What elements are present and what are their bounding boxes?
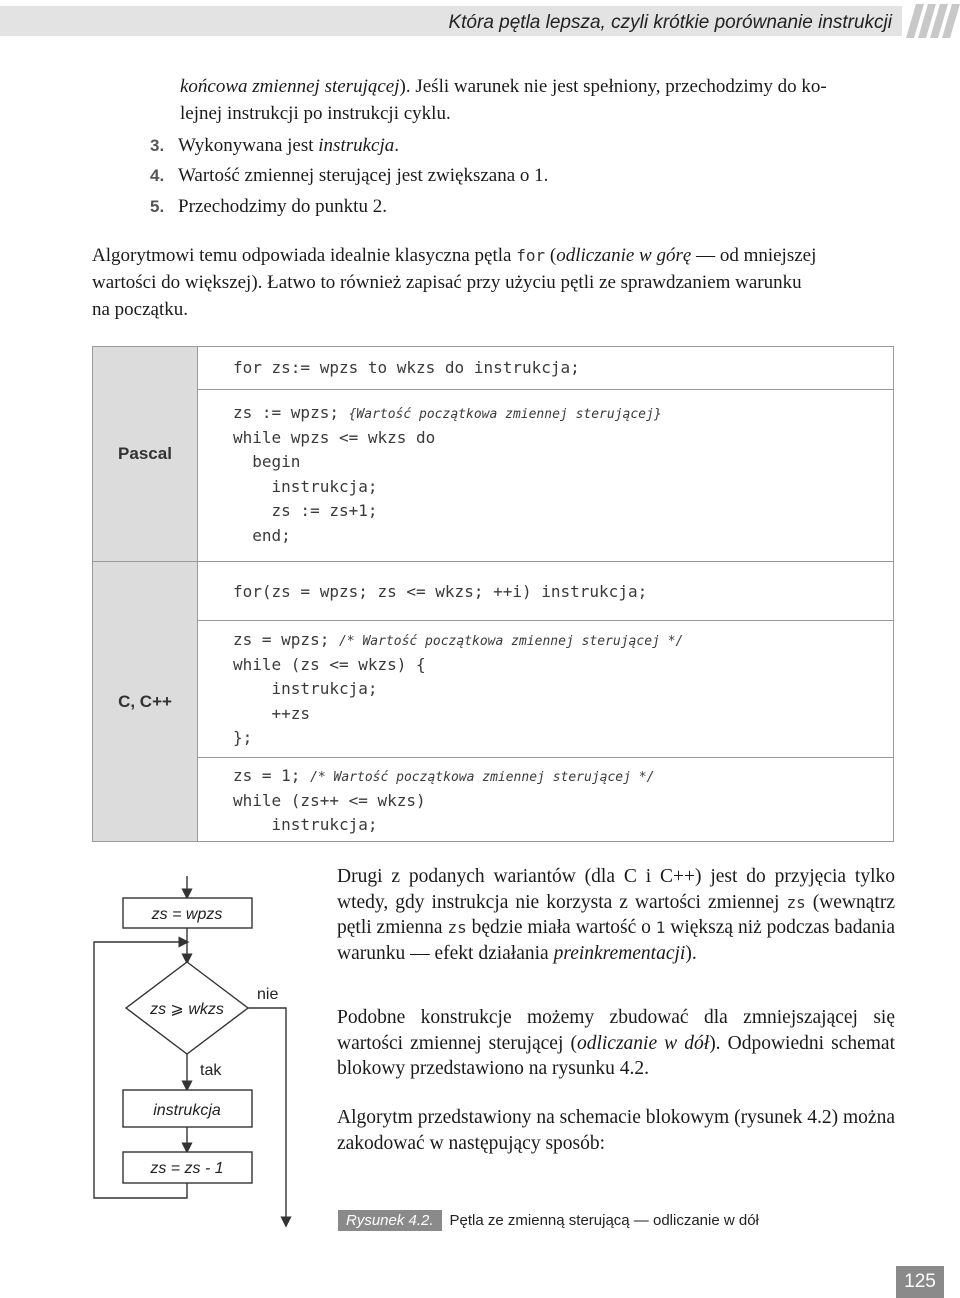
flow-no-branch [248, 1008, 286, 1222]
code-line: zs := zs+1; [233, 501, 378, 520]
algorithm-paragraph [92, 242, 898, 323]
list-text-italic: instrukcja [318, 135, 395, 156]
caption-label: Rysunek 4.2. [338, 1210, 442, 1231]
list-number: 5. [150, 197, 165, 216]
flow-no-label: nie [257, 986, 279, 1003]
page-number: 125 [896, 1266, 944, 1298]
flowchart [90, 870, 310, 1240]
code-line: }; [233, 728, 253, 747]
algo-line3: na początku. [92, 299, 189, 320]
intro-italic: końcowa zmiennej sterującej [180, 76, 400, 97]
algo-text: ( [545, 245, 557, 266]
intro-paragraph [180, 73, 900, 127]
intro-line2: lejnej instrukcji po instrukcji cyklu. [180, 103, 451, 124]
inline-code: 1 [655, 918, 666, 937]
code-comment: /* Wartość początkowa zmiennej sterującej */ [310, 770, 655, 785]
code-line: zs = wpzs; /* Wartość początkowa zmiennej sterującej */ [233, 630, 684, 649]
caption-text: Pętla ze zmienną sterującą — odliczanie w dół [449, 1211, 759, 1229]
inline-code: zs [786, 892, 806, 912]
running-title: Która pętla lepsza, czyli krótkie porównanie instrukcji [448, 12, 892, 33]
code-line: zs := wpzs; {Wartość początkowa zmiennej sterującej} [233, 403, 662, 422]
code-line: zs = 1; /* Wartość początkowa zmiennej sterującej */ [233, 766, 655, 785]
header-slashes-icon [906, 4, 960, 38]
code-line: begin [233, 452, 301, 471]
flow-update-text: zs = zs - 1 [150, 1160, 224, 1177]
pascal-while-cell [198, 390, 893, 562]
intro-line1: ). Jeśli warunek nie jest spełniony, przechodzimy do ko- [399, 76, 827, 97]
algo-text: — od mniejszej [691, 245, 817, 266]
c-while2-cell [198, 758, 893, 841]
pascal-label: Pascal [93, 347, 198, 562]
list-item [150, 162, 548, 189]
code-comment: {Wartość początkowa zmiennej sterującej} [348, 407, 662, 422]
list-number: 3. [150, 136, 165, 155]
code-line: while (zs <= wkzs) { [233, 654, 426, 674]
algo-text: Algorytmowi temu odpowiada idealnie klasyczna pętla [92, 245, 517, 266]
code-line: for zs:= wpzs to wkzs do instrukcja; [233, 358, 580, 377]
algo-code: for [516, 246, 546, 265]
c-while1-cell [198, 621, 893, 758]
c-cpp-label: C, C++ [93, 562, 198, 841]
list-item [150, 193, 387, 220]
code-line: instrukcja; [233, 476, 378, 496]
flow-body-text: instrukcja [153, 1102, 221, 1119]
list-text: Przechodzimy do punktu 2. [178, 196, 387, 217]
algo-italic: odliczanie w górę [556, 245, 692, 266]
list-text: Wartość zmiennej sterującej jest zwiększana o 1. [178, 165, 549, 186]
code-line: ++zs [233, 703, 311, 723]
code-line: while wpzs <= wkzs do [233, 427, 436, 447]
c-for-cell [198, 562, 893, 621]
pascal-for-cell [198, 347, 893, 390]
code-line: end; [233, 525, 291, 545]
italic-term: odliczanie w dół [576, 1032, 710, 1054]
right-paragraph-1: Drugi z podanych wariantów (dla C i C++) jest do przyjęcia tylko wtedy, gdy instrukcja nie korzysta z wartości zmiennej zs (wewnątrz pętli zmienna zs będzie miała wartość o 1 większą niż podczas badania warunku — efekt działania preinkrementacji). [337, 866, 895, 964]
list-number: 4. [150, 166, 165, 185]
code-line: for(zs = wpzs; zs <= wkzs; ++i) instrukcja; [233, 582, 648, 601]
code-line: instrukcja; [233, 815, 378, 834]
flow-yes-label: tak [200, 1062, 222, 1079]
code-line: while (zs++ <= wkzs) [233, 790, 426, 810]
code-table [92, 346, 894, 842]
code-line: instrukcja; [233, 679, 378, 698]
code-comment: /* Wartość początkowa zmiennej sterującej */ [338, 634, 684, 649]
italic-term: preinkrementacji [553, 942, 686, 964]
list-item [150, 132, 399, 159]
algo-line2: wartości do większej). Łatwo to również zapisać przy użyciu pętli ze sprawdzaniem warunku [92, 272, 802, 293]
flow-init-text: zs = wpzs [151, 906, 223, 923]
inline-code: zs [447, 918, 467, 937]
figure-caption [338, 1209, 759, 1231]
flow-condition-text: zs ⩾ wkzs [150, 1001, 224, 1018]
list-text-end: . [394, 135, 400, 156]
right-paragraph-3: Algorytm przedstawiony na schemacie blokowym (rysunek 4.2) można zakodować w następujący sposób: [337, 1107, 895, 1154]
list-text: Wykonywana jest [178, 135, 319, 156]
right-paragraph-2: Podobne konstrukcje możemy zbudować dla zmniejszającej się wartości zmiennej sterującej (odliczanie w dół). Odpowiedni schemat blokowy przedstawiono na rysunku 4.2. [337, 1007, 895, 1079]
